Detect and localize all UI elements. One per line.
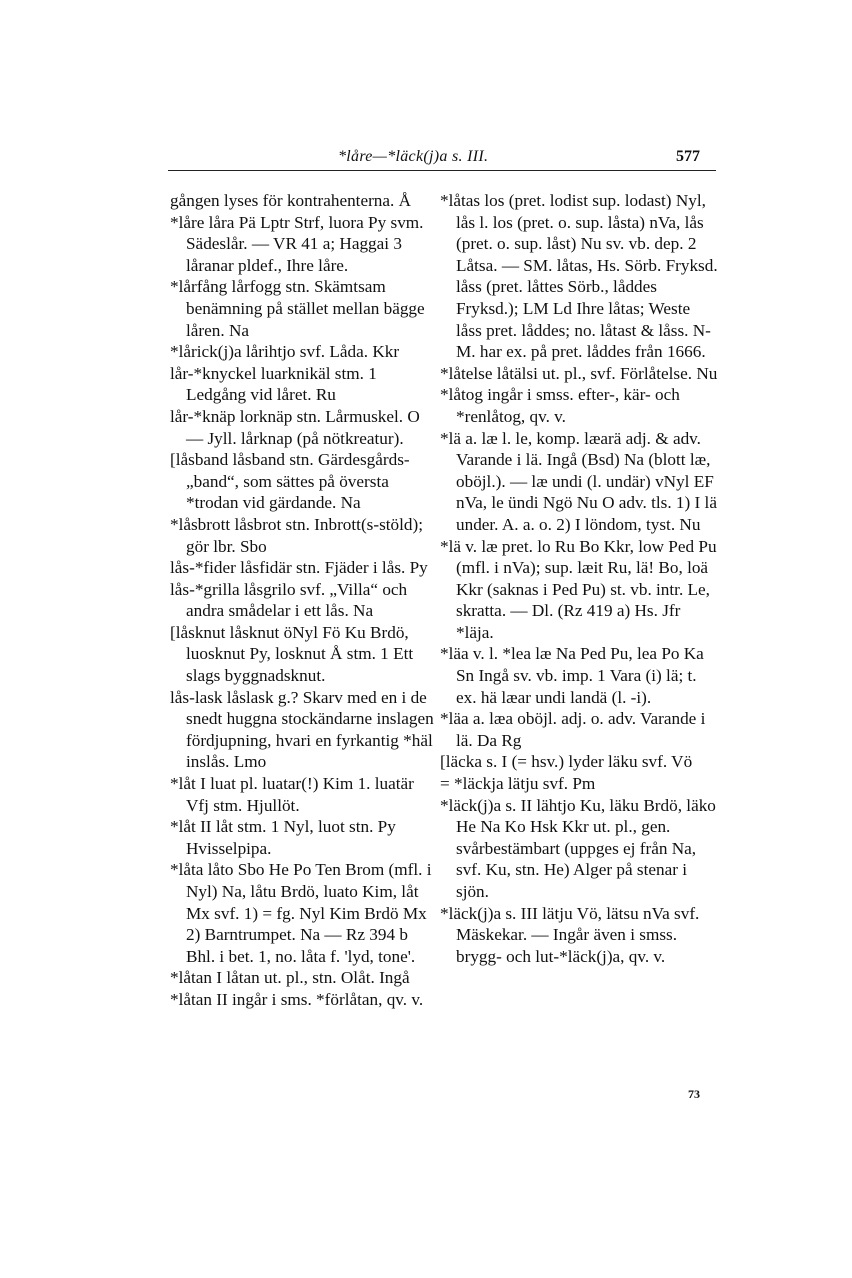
dictionary-entry: *lårick(j)a lårihtjo svf. Låda. Kkr <box>170 342 400 362</box>
dictionary-entry: *låta låto Sbo He Po Ten Brom (mfl. i Nyl) Na, låtu Brdö, luato Kim, låt Mx svf. 1) = fg. Nyl Kim Brdö Mx 2) Barntrumpet. Na — Rz 394 b Bhl. i bet. 1, no. låta f. 'lyd, tone'. <box>170 860 432 966</box>
header-rule <box>168 170 716 171</box>
dictionary-entry: *låtelse låtälsi ut. pl., svf. Förlåtelse. Nu <box>440 363 718 383</box>
printer-signature: 73 <box>688 1087 700 1101</box>
dictionary-entry: lås-*fider låsfidär stn. Fjäder i lås. Py <box>170 558 428 578</box>
dictionary-entry: *låt II låt stm. 1 Nyl, luot stn. Py Hvisselpipa. <box>170 817 396 858</box>
dictionary-entry: *låt I luat pl. luatar(!) Kim 1. luatär Vfj stm. Hjullöt. <box>170 774 414 815</box>
left-column <box>170 190 438 1011</box>
dictionary-entry: *låre låra Pä Lptr Strf, luora Py svm. Sädeslår. — VR 41 a; Haggai 3 låranar pldef., Ihre låre. <box>170 212 424 275</box>
dictionary-entry: [låsband låsband stn. Gärdesgårds-„band“, som sättes på översta *trodan vid gärdande. Na <box>170 450 410 513</box>
dictionary-entry: *låtog ingår i smss. efter-, kär- och *renlåtog, qv. v. <box>440 385 680 426</box>
running-head: *låre—*läck(j)a s. III. <box>338 148 489 165</box>
dictionary-entry: *lårfång lårfogg stn. Skämtsam benämning på stället mellan bägge låren. Na <box>170 277 425 340</box>
dictionary-entry: *låtan II ingår i sms. *förlåtan, qv. v. <box>170 989 424 1009</box>
dictionary-entry: *läck(j)a s. II lähtjo Ku, läku Brdö, läko He Na Ko Hsk Kkr ut. pl., gen. svårbestämbart (uppges ej från Na, svf. Ku, stn. He) Alger på stenar i sjön. <box>440 795 716 901</box>
dictionary-entry: *läa v. l. *lea læ Na Ped Pu, lea Po Ka Sn Ingå sv. vb. imp. 1 Vara (i) lä; t. ex. hä læar undi landä (l. -i). <box>440 644 704 707</box>
dictionary-entry: [läcka s. I (= hsv.) lyder läku svf. Vö <box>440 752 693 772</box>
dictionary-entry: lås-*grilla låsgrilo svf. „Villa“ och andra smådelar i ett lås. Na <box>170 579 408 621</box>
dictionary-entry: lår-*knyckel luarknikäl stm. 1 Ledgång vid låret. Ru <box>170 363 377 405</box>
dictionary-entry: gången lyses för kontrahenterna. Å <box>170 191 412 210</box>
dictionary-entry: lår-*knäp lorknäp stn. Lårmuskel. O — Jyll. lårknap (på nötkreatur). <box>170 406 420 448</box>
dictionary-entry: *lä a. læ l. le, komp. læarä adj. & adv. Varande i lä. Ingå (Bsd) Na (blott læ, oböjl.). — læ undi (l. undär) vNyl EF nVa, le ündi Ngö Nu O adv. tls. 1) I lä under. A. a. o. 2) I löndom, tyst. Nu <box>440 428 717 534</box>
right-column <box>440 190 718 967</box>
page-number: 577 <box>676 148 700 165</box>
dictionary-entry: *låsbrott låsbrot stn. Inbrott(s-stöld); gör lbr. Sbo <box>170 514 424 556</box>
dictionary-entry: [låsknut låsknut öNyl Fö Ku Brdö, luosknut Py, losknut Å stm. 1 Ett slags byggnadsknut. <box>170 622 414 686</box>
dictionary-entry: = *läckja lätju svf. Pm <box>440 774 596 794</box>
dictionary-entry: lås-lask låslask g.? Skarv med en i de snedt huggna stockändarne inslagen fördjupning, hvari en fyrkantig *häl inslås. Lmo <box>170 687 434 772</box>
dictionary-entry: *låtan I låtan ut. pl., stn. Olåt. Ingå <box>170 968 410 988</box>
dictionary-entry: *läa a. læa oböjl. adj. o. adv. Varande i lä. Da Rg <box>440 709 706 750</box>
dictionary-entry: *läck(j)a s. III lätju Vö, lätsu nVa svf. Mäskekar. — Ingår även i smss. brygg- och lut-*läck(j)a, qv. v. <box>440 903 700 966</box>
dictionary-entry: *låtas los (pret. lodist sup. lodast) Nyl, lås l. los (pret. o. sup. låsta) nVa, lås (pret. o. sup. låst) Nu sv. vb. dep. 2 Låtsa. — SM. låtas, Hs. Sörb. Fryksd. låss (pret. låttes Sörb., låddes Fryksd.); LM Ld Ihre låtas; Weste låss pret. låddes; no. låtast & låss. N-M. har ex. på pret. låddes från 1666. <box>440 191 718 362</box>
dictionary-entry: *lä v. læ pret. lo Ru Bo Kkr, low Ped Pu (mfl. i nVa); sup. læit Ru, lä! Bo, loä Kkr (saknas i Ped Pu) st. vb. intr. Le, skratta. — Dl. (Rz 419 a) Hs. Jfr *läja. <box>440 536 717 642</box>
